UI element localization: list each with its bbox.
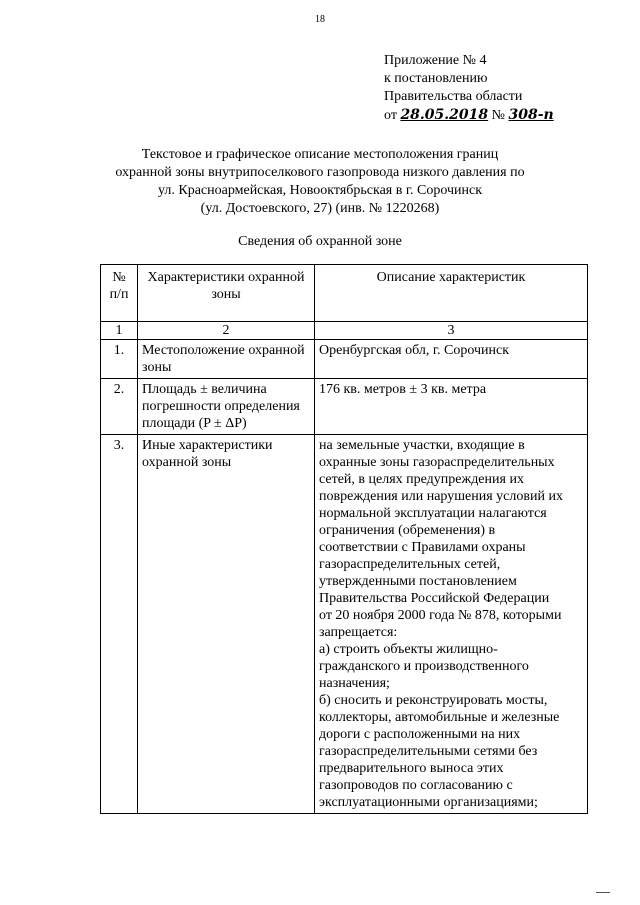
- appendix-government: Правительства области: [384, 89, 523, 104]
- description-line: предварительного выноса этих: [319, 761, 504, 776]
- description-line: запрещается:: [319, 625, 398, 640]
- section-subtitle: Сведения об охранной зоне: [238, 234, 402, 249]
- appendix-date-line: [384, 106, 554, 125]
- table-header-row: [101, 265, 588, 322]
- description-line: гражданского и производственного: [319, 659, 529, 674]
- description-line: утвержденными постановлением: [319, 574, 517, 589]
- title-line: Текстовое и графическое описание местоположения границ: [141, 147, 499, 162]
- row-characteristic: Иные характеристики охранной зоны: [138, 435, 315, 814]
- description-line: охранные зоны газораспределительных: [319, 455, 555, 470]
- column-number-row: [101, 322, 588, 340]
- scan-mark: [596, 892, 610, 893]
- row-description: Оренбургская обл, г. Сорочинск: [315, 340, 588, 379]
- description-line: газораспределительных сетей,: [319, 557, 501, 572]
- column-number: 2: [138, 322, 315, 340]
- row-description: 176 кв. метров ± 3 кв. метра: [315, 379, 588, 435]
- row-characteristic: Местоположение охранной зоны: [138, 340, 315, 379]
- appendix-block: [384, 52, 554, 125]
- row-description: [315, 435, 588, 814]
- row-number: 2.: [101, 379, 138, 435]
- title-line: ул. Красноармейская, Новооктябрьская в г. Сорочинск: [157, 183, 483, 198]
- title-line: охранной зоны внутрипоселкового газопровода низкого давления по: [115, 165, 525, 180]
- page-number: 18: [315, 14, 325, 25]
- appendix-resolution: к постановлению: [384, 71, 488, 86]
- description-line: газораспределительными сетями без: [319, 744, 538, 759]
- table-row: [101, 379, 588, 435]
- protection-zone-table: [100, 264, 588, 814]
- row-characteristic: Площадь ± величина погрешности определения площади (P ± ΔP): [138, 379, 315, 435]
- handwritten-number: 308-п: [508, 107, 554, 123]
- column-number: 3: [315, 322, 588, 340]
- description-line: соответствии с Правилами охраны: [319, 540, 526, 555]
- title-line: (ул. Достоевского, 27) (инв. № 1220268): [200, 201, 440, 216]
- description-line: Правительства Российской Федерации: [319, 591, 550, 606]
- description-line: на земельные участки, входящие в: [319, 438, 525, 453]
- description-line: коллекторы, автомобильные и железные: [319, 710, 560, 725]
- description-line: от 20 ноября 2000 года № 878, которыми: [319, 608, 562, 623]
- description-line: повреждения или нарушения условий их: [319, 489, 563, 504]
- description-line: а) строить объекты жилищно-: [319, 642, 498, 657]
- header-number: № п/п: [101, 265, 138, 322]
- appendix-title: Приложение № 4: [384, 53, 487, 68]
- table-row: [101, 340, 588, 379]
- row-number: 1.: [101, 340, 138, 379]
- description-line: назначения;: [319, 676, 390, 691]
- column-number: 1: [101, 322, 138, 340]
- table-row: [101, 435, 588, 814]
- row-number: 3.: [101, 435, 138, 814]
- description-line: эксплуатационными организациями;: [319, 795, 538, 810]
- document-title: [70, 146, 570, 218]
- handwritten-date: 28.05.2018: [400, 107, 489, 123]
- description-line: сетей, в целях предупреждения их: [319, 472, 524, 487]
- date-prefix: от: [384, 108, 397, 123]
- description-line: дороги с расположенными на них: [319, 727, 521, 742]
- description-line: газопроводов по согласованию с: [319, 778, 513, 793]
- description-line: ограничения (обременения) в: [319, 523, 496, 538]
- description-line: б) сносить и реконструировать мосты,: [319, 693, 548, 708]
- number-prefix: №: [491, 108, 505, 123]
- header-description: Описание характеристик: [315, 265, 588, 322]
- header-characteristic: Характеристики охранной зоны: [138, 265, 315, 322]
- description-line: нормальной эксплуатации налагаются: [319, 506, 547, 521]
